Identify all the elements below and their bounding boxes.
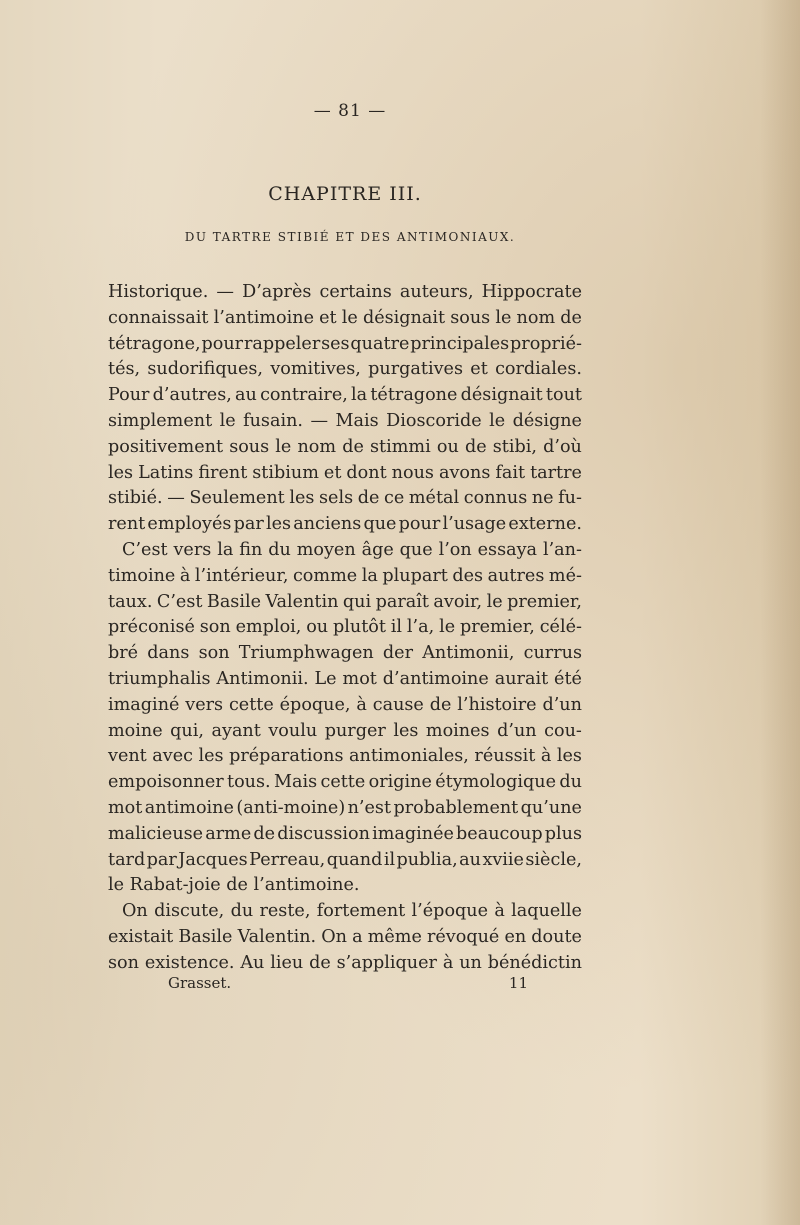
word: des bbox=[452, 565, 484, 586]
word: C’est bbox=[122, 539, 168, 560]
word: Latins bbox=[138, 462, 194, 483]
word: tétragone bbox=[370, 385, 458, 406]
word: anciens bbox=[293, 514, 362, 535]
word: l’usage bbox=[442, 514, 507, 535]
word: le bbox=[275, 436, 292, 457]
word: cordiales. bbox=[495, 359, 582, 380]
word: currus bbox=[523, 643, 582, 664]
word: l’époque bbox=[411, 901, 489, 922]
word: pour bbox=[201, 333, 244, 354]
text-line bbox=[108, 951, 582, 977]
word: proprié- bbox=[510, 333, 582, 354]
word: l’intérieur, bbox=[194, 565, 289, 586]
chapter-title: CHAPITRE III. bbox=[268, 183, 422, 205]
word: Antimonii, bbox=[422, 643, 515, 664]
text-line bbox=[108, 590, 582, 616]
word: la bbox=[217, 539, 234, 560]
word: de bbox=[464, 436, 487, 457]
word: reste, bbox=[259, 901, 311, 922]
word: ce bbox=[384, 488, 405, 509]
word: essaya bbox=[477, 539, 538, 560]
word: lieu bbox=[270, 952, 304, 973]
word: premier, bbox=[507, 591, 582, 612]
word: On bbox=[122, 901, 148, 922]
word: les bbox=[556, 746, 582, 767]
word: nom bbox=[297, 436, 337, 457]
word: du bbox=[268, 539, 291, 560]
word: mot bbox=[342, 668, 377, 689]
word: probablement bbox=[393, 797, 519, 818]
word: connus bbox=[463, 488, 528, 509]
word: voulu bbox=[268, 720, 318, 741]
word: xviie bbox=[482, 849, 524, 870]
word: révoqué bbox=[426, 926, 500, 947]
word: moyen bbox=[296, 539, 356, 560]
word: discussion bbox=[277, 823, 370, 844]
word: Jacques bbox=[178, 849, 248, 870]
word: Pour bbox=[108, 385, 150, 406]
word: préparations bbox=[229, 746, 344, 767]
word: moine bbox=[108, 720, 163, 741]
word: plus bbox=[544, 823, 582, 844]
word: sudorifiques, bbox=[147, 359, 264, 380]
word: de bbox=[560, 307, 582, 328]
word: D’après bbox=[242, 282, 312, 302]
word: et bbox=[470, 359, 488, 380]
word: âge bbox=[361, 539, 394, 560]
word: aurait bbox=[494, 668, 549, 689]
word: cause bbox=[372, 694, 424, 715]
word: tés, bbox=[108, 359, 141, 380]
word: les bbox=[265, 514, 292, 535]
word: il bbox=[383, 849, 396, 870]
word: du bbox=[230, 901, 254, 922]
word: existait bbox=[108, 926, 174, 947]
word: mé- bbox=[548, 565, 582, 586]
word: Triumphwagen bbox=[238, 643, 374, 664]
word: bré bbox=[108, 643, 139, 664]
word: d’un bbox=[497, 720, 537, 741]
body-text bbox=[108, 280, 582, 977]
word: et bbox=[319, 307, 337, 328]
word: célé- bbox=[539, 617, 582, 638]
word: origine bbox=[368, 772, 432, 793]
word: imaginée bbox=[372, 823, 454, 844]
word: avons bbox=[438, 462, 491, 483]
word: au bbox=[235, 385, 257, 406]
word: Historique. bbox=[108, 282, 209, 302]
word: d’un bbox=[542, 694, 582, 715]
footer-sheet-number: 11 bbox=[508, 974, 528, 992]
word: ou bbox=[436, 436, 459, 457]
text-line bbox=[108, 796, 582, 822]
word: emploi, bbox=[235, 617, 302, 638]
word: ses bbox=[321, 333, 350, 354]
word: doute bbox=[531, 926, 582, 947]
word: tout bbox=[545, 385, 582, 406]
word: rappeler bbox=[243, 333, 321, 354]
word: Seulement bbox=[189, 488, 285, 509]
page-edge-shadow bbox=[760, 0, 800, 1225]
word: quand bbox=[326, 849, 383, 870]
word: premier, bbox=[459, 617, 535, 638]
word: Le bbox=[314, 668, 337, 689]
word: à bbox=[442, 952, 454, 973]
word: de bbox=[253, 823, 276, 844]
text-line bbox=[108, 719, 582, 745]
text-line bbox=[108, 461, 582, 487]
word: le bbox=[489, 410, 506, 431]
text-line bbox=[108, 744, 582, 770]
word: certains bbox=[319, 282, 392, 302]
word: à bbox=[179, 565, 191, 586]
word: ne bbox=[531, 488, 554, 509]
word: la bbox=[361, 565, 378, 586]
word: fait bbox=[495, 462, 526, 483]
word: les bbox=[289, 488, 315, 509]
text-line bbox=[108, 306, 582, 332]
word: stibié. bbox=[108, 488, 163, 509]
word: nom bbox=[516, 307, 556, 328]
word: désignait bbox=[362, 307, 446, 328]
word: vers bbox=[185, 694, 224, 715]
word: le bbox=[341, 307, 358, 328]
word: les bbox=[198, 746, 224, 767]
page-number: — 81 — bbox=[313, 101, 387, 121]
word: employés bbox=[147, 514, 232, 535]
word: quatre bbox=[350, 333, 410, 354]
text-line bbox=[108, 357, 582, 383]
word: imaginé bbox=[108, 694, 180, 715]
word: simplement bbox=[108, 410, 213, 431]
chapter-subtitle: DU TARTRE STIBIÉ ET DES ANTIMONIAUX. bbox=[184, 230, 516, 244]
word: moines bbox=[425, 720, 490, 741]
word: époque, bbox=[279, 694, 351, 715]
word: plupart bbox=[382, 565, 448, 586]
text-line bbox=[108, 332, 582, 358]
word: positivement bbox=[108, 436, 224, 457]
word: ayant bbox=[211, 720, 261, 741]
word: antimoniales, bbox=[349, 746, 469, 767]
word: par bbox=[233, 514, 264, 535]
word: avec bbox=[152, 746, 193, 767]
word: autres bbox=[487, 565, 545, 586]
word: cou- bbox=[544, 720, 582, 741]
word: antimoine bbox=[144, 797, 234, 818]
word: existence. bbox=[144, 952, 235, 973]
word: principales bbox=[410, 333, 510, 354]
word: étymologique bbox=[435, 772, 557, 793]
word: Perreau, bbox=[249, 849, 326, 870]
text-line bbox=[108, 538, 582, 564]
word: un bbox=[459, 952, 482, 973]
word: l’an- bbox=[542, 539, 582, 560]
word: n’est bbox=[347, 797, 392, 818]
word: désigne bbox=[512, 410, 582, 431]
word: timoine bbox=[108, 565, 176, 586]
word: fin bbox=[239, 539, 263, 560]
text-line bbox=[108, 383, 582, 409]
word: que bbox=[399, 539, 433, 560]
text-line bbox=[108, 641, 582, 667]
word: Mais bbox=[273, 772, 318, 793]
word: l’on bbox=[438, 539, 472, 560]
word: et bbox=[323, 462, 342, 483]
word: désignait bbox=[460, 385, 543, 406]
word: cette bbox=[320, 772, 366, 793]
word: le bbox=[439, 617, 456, 638]
word: dont bbox=[346, 462, 387, 483]
footer-signature: Grasset. bbox=[168, 974, 232, 992]
word: stimmi bbox=[370, 436, 431, 457]
word: même bbox=[367, 926, 422, 947]
text-line bbox=[108, 925, 582, 951]
word: On bbox=[321, 926, 347, 947]
word: Valentin bbox=[265, 591, 339, 612]
text-line bbox=[108, 512, 582, 538]
word: au bbox=[459, 849, 481, 870]
word: (anti-moine) bbox=[236, 797, 346, 818]
word: en bbox=[504, 926, 527, 947]
word: son bbox=[108, 952, 139, 973]
word: externe. bbox=[508, 514, 582, 535]
word: mot bbox=[108, 797, 143, 818]
word: avoir, bbox=[433, 591, 483, 612]
word: Mais bbox=[335, 410, 379, 431]
word: beaucoup bbox=[456, 823, 543, 844]
word: — bbox=[216, 282, 234, 302]
word: vers bbox=[173, 539, 212, 560]
word: empoisonner bbox=[108, 772, 224, 793]
word: de bbox=[357, 488, 380, 509]
word: d’autres, bbox=[152, 385, 232, 406]
word: d’où bbox=[543, 436, 582, 457]
word: dans bbox=[147, 643, 190, 664]
word: nous bbox=[391, 462, 434, 483]
word: du bbox=[559, 772, 582, 793]
word: le bbox=[219, 410, 236, 431]
word: Dioscoride bbox=[386, 410, 482, 431]
word: le bbox=[495, 307, 512, 328]
word: il bbox=[390, 617, 403, 638]
word: son bbox=[199, 617, 231, 638]
word: Antimonii. bbox=[216, 668, 309, 689]
word: publia, bbox=[396, 849, 458, 870]
word: à bbox=[540, 746, 552, 767]
word: C’est bbox=[156, 591, 203, 612]
word: Basile bbox=[206, 591, 262, 612]
word: stibium bbox=[252, 462, 319, 483]
word: — bbox=[310, 410, 329, 431]
word: purgatives bbox=[368, 359, 463, 380]
word: de bbox=[309, 952, 331, 973]
word: siècle, bbox=[525, 849, 582, 870]
word: vent bbox=[108, 746, 147, 767]
word: qu’une bbox=[520, 797, 582, 818]
text-line bbox=[108, 280, 582, 306]
word: der bbox=[382, 643, 414, 664]
word: plutôt bbox=[333, 617, 386, 638]
word: arme bbox=[205, 823, 252, 844]
word: purger bbox=[324, 720, 386, 741]
word: fu- bbox=[558, 488, 582, 509]
word: sous bbox=[229, 436, 270, 457]
text-line bbox=[108, 899, 582, 925]
word: stibi, bbox=[492, 436, 537, 457]
word: métal bbox=[408, 488, 460, 509]
word: l’antimoine bbox=[213, 307, 314, 328]
word: malicieuse bbox=[108, 823, 204, 844]
word: discute, bbox=[154, 901, 225, 922]
word: que bbox=[363, 514, 397, 535]
word: contraire, bbox=[260, 385, 348, 406]
word: les bbox=[393, 720, 419, 741]
word: tard bbox=[108, 849, 146, 870]
word: de bbox=[429, 694, 452, 715]
word: été bbox=[554, 668, 582, 689]
word: pour bbox=[398, 514, 441, 535]
text-line bbox=[108, 848, 582, 874]
word: les bbox=[108, 462, 134, 483]
word: Basile bbox=[178, 926, 233, 947]
word: qui, bbox=[170, 720, 204, 741]
word: sous bbox=[450, 307, 491, 328]
word: le bbox=[486, 591, 503, 612]
text-line bbox=[108, 435, 582, 461]
word: Valentin. bbox=[237, 926, 317, 947]
word: l’histoire bbox=[457, 694, 537, 715]
page-footer bbox=[168, 974, 528, 992]
word: son bbox=[198, 643, 230, 664]
text-line bbox=[108, 564, 582, 590]
word: sels bbox=[319, 488, 354, 509]
word: Au bbox=[240, 952, 265, 973]
text-line bbox=[108, 409, 582, 435]
word: bénédictin bbox=[487, 952, 582, 973]
word: tous. bbox=[227, 772, 271, 793]
text-line: le Rabat-joie de l’antimoine. bbox=[108, 875, 360, 896]
word: d’antimoine bbox=[382, 668, 489, 689]
text-line bbox=[108, 615, 582, 641]
word: préconisé bbox=[108, 617, 195, 638]
word: Hippocrate bbox=[481, 282, 582, 302]
text-line bbox=[108, 770, 582, 796]
word: fusain. bbox=[243, 410, 304, 431]
word: la bbox=[351, 385, 368, 406]
word: ou bbox=[306, 617, 329, 638]
word: firent bbox=[198, 462, 248, 483]
text-line bbox=[108, 822, 582, 848]
word: tétragone, bbox=[108, 333, 201, 354]
text-line bbox=[108, 693, 582, 719]
word: de bbox=[342, 436, 364, 457]
word: connaissait bbox=[108, 307, 209, 328]
word: qui bbox=[342, 591, 372, 612]
word: l’a, bbox=[406, 617, 435, 638]
text-line bbox=[108, 486, 582, 512]
word: rent bbox=[108, 514, 146, 535]
word: vomitives, bbox=[270, 359, 361, 380]
word: laquelle bbox=[511, 901, 582, 922]
word: à bbox=[494, 901, 505, 922]
word: réussit bbox=[474, 746, 536, 767]
word: s’appliquer bbox=[336, 952, 437, 973]
word: paraît bbox=[375, 591, 429, 612]
word: — bbox=[167, 488, 185, 509]
word: cette bbox=[228, 694, 274, 715]
word: par bbox=[146, 849, 177, 870]
word: tartre bbox=[530, 462, 582, 483]
word: fortement bbox=[316, 901, 406, 922]
word: comme bbox=[292, 565, 358, 586]
word: a bbox=[352, 926, 363, 947]
word: auteurs, bbox=[399, 282, 474, 302]
word: à bbox=[356, 694, 367, 715]
word: triumphalis bbox=[108, 668, 211, 689]
text-line bbox=[108, 667, 582, 693]
word: taux. bbox=[108, 591, 153, 612]
